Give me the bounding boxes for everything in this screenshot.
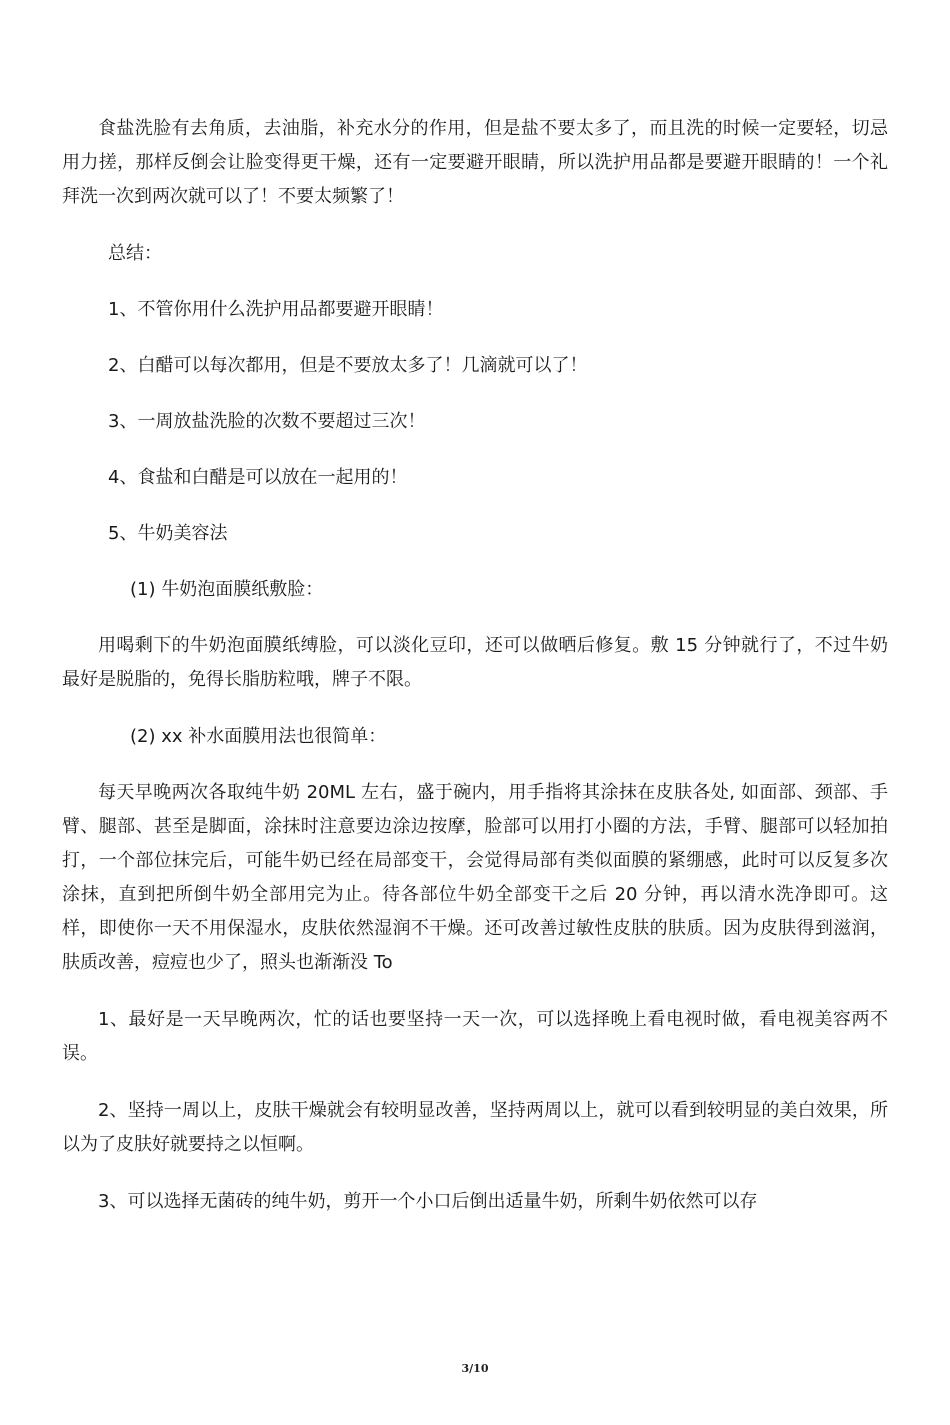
method-1-body: 用喝剩下的牛奶泡面膜纸缚脸，可以淡化豆印，还可以做晒后修复。敷 15 分钟就行了，不过牛奶最好是脱脂的，免得长脂肪粒哦，牌子不限。 — [62, 635, 888, 690]
document-body — [62, 112, 888, 1219]
summary-item-4: 4、食盐和白醋是可以放在一起用的！ — [108, 467, 408, 488]
summary-heading: 总结： — [108, 243, 162, 264]
intro-paragraph: 食盐洗脸有去角质，去油脂，补充水分的作用，但是盐不要太多了，而且洗的时候一定要轻，切忌用力搓，那样反倒会让脸变得更干燥，还有一定要避开眼睛，所以洗护用品都是要避开眼睛的！一个礼拜洗一次到两次就可以了！不要太频繁了！ — [62, 118, 888, 207]
tip-2: 2、坚持一周以上，皮肤干燥就会有较明显改善，坚持两周以上，就可以看到较明显的美白效果，所以为了皮肤好就要持之以恒啊。 — [62, 1100, 888, 1155]
method-2-heading: (2) xx 补水面膜用法也很简单： — [130, 726, 387, 747]
summary-item-2: 2、白醋可以每次都用，但是不要放太多了！几滴就可以了！ — [108, 355, 588, 376]
tip-1: 1、最好是一天早晚两次，忙的话也要坚持一天一次，可以选择晚上看电视时做，看电视美容两不误。 — [62, 1009, 888, 1064]
summary-item-1: 1、不管你用什么洗护用品都要避开眼睛！ — [108, 299, 444, 320]
summary-item-3: 3、一周放盐洗脸的次数不要超过三次！ — [108, 411, 426, 432]
method-2-body: 每天早晚两次各取纯牛奶 20ML 左右，盛于碗内，用手指将其涂抹在皮肤各处, 如面部、颈部、手臂、腿部、甚至是脚面，涂抹时注意要边涂边按摩，脸部可以用打小圈的方法，手臂、腿部可以轻加拍打，一个部位抹完后，可能牛奶已经在局部变干，会觉得局部有类似面膜的紧绷感，此时可以反复多次涂抹，直到把所倒牛奶全部用完为止。待各部位牛奶全部变干之后 20 分钟，再以清水洗净即可。这样，即使你一天不用保湿水，皮肤依然湿润不干燥。还可改善过敏性皮肤的肤质。因为皮肤得到滋润，肤质改善，痘痘也少了，照头也渐渐没 To — [62, 782, 888, 973]
method-1-heading: (1) 牛奶泡面膜纸敷脸： — [130, 579, 324, 600]
page-number: 3/10 — [461, 1362, 489, 1375]
tip-3: 3、可以选择无菌砖的纯牛奶，剪开一个小口后倒出适量牛奶，所剩牛奶依然可以存 — [98, 1191, 758, 1212]
summary-item-5: 5、牛奶美容法 — [108, 523, 228, 544]
